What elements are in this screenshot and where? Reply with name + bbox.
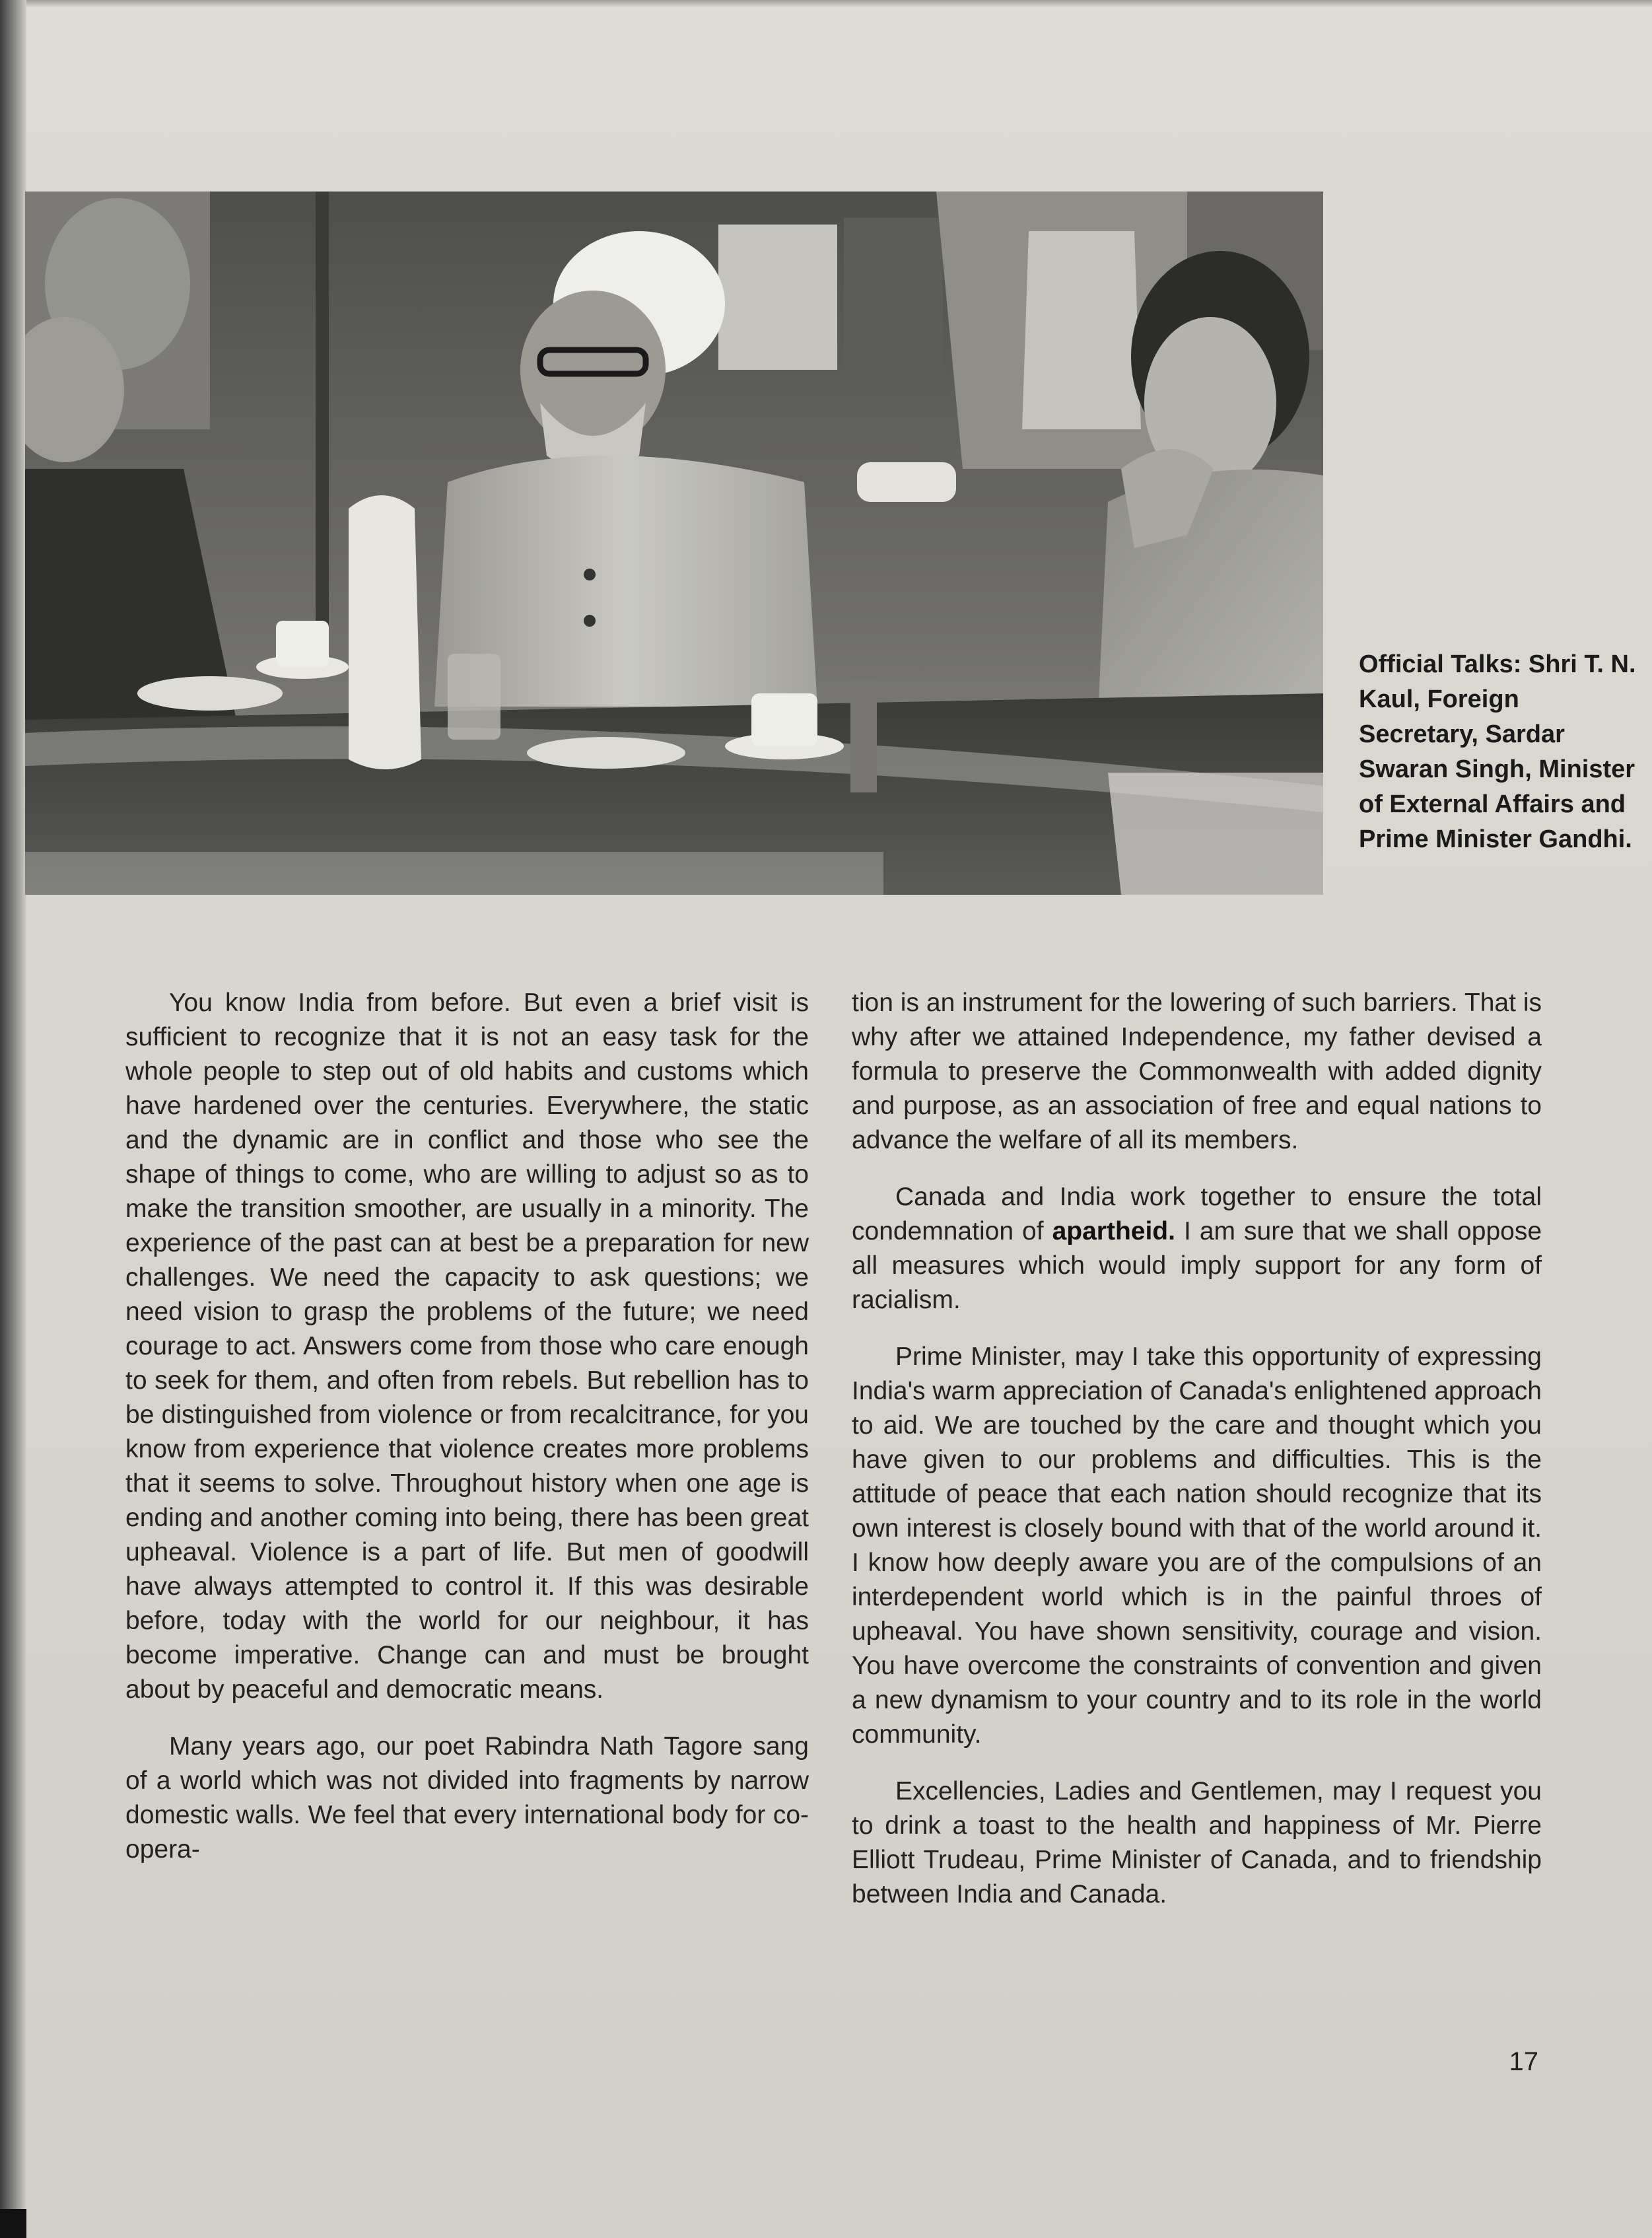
right-paragraph-3: Prime Minister, may I take this opportunity of expressing India's warm appreciation of Canada's enlightened approach to aid. We are touched by the care and thought which you have given to our problems and difficulties. This is the attitude of peace that each nation should recognize that its own interest is closely bound with that of the world around it. I know how deeply aware you are of the compulsions of an interdependent world which is in the painful throes of upheaval. You have shown sensitivity, courage and vision. You have overcome the constraints of convention and given a new dynamism to your country and to its role in the world community. <box>852 1343 1542 1749</box>
left-paragraph-1: You know India from before. But even a brief visit is sufficient to recognize that it is not an easy task for the whole people to step out of old habits and customs which have hardened over the centuries. Everywhere, the static and the dynamic are in conflict and those who see the shape of things to come, who are willing to adjust so as to make the transition smoother, are usually in a minority. The experience of the past can at best be a preparation for new challenges. We need the capacity to ask questions; we need vision to grasp the problems of the future; we need courage to act. Answers come from those who care enough to seek for them, and often from rebels. But rebellion has to be distinguished from violence or from recalcitrance, for you know from experience that violence creates more problems that it seems to solve. Throughout history when one age is ending and another coming into being, there has been great upheaval. Violence is a part of life. But men of goodwill have always attempted to control it. If this was desirable before, today with the world for our neighbour, it has become imperative. Change can and must be brought about by peaceful and democratic means. <box>125 989 809 1704</box>
binding-corner <box>0 2209 26 2238</box>
left-column <box>125 986 809 1889</box>
apartheid-text-before: Canada and India work together to ensure the total condemnation of <box>852 1183 1542 1245</box>
apartheid-bold: apartheid. <box>1052 1217 1175 1245</box>
right-paragraph-1: tion is an instrument for the lowering of such barriers. That is why after we attained Independence, my father devised a formula to preserve the Commonwealth with added dignity and purpose, as an association of free and equal nations to advance the welfare of all its members. <box>852 989 1542 1154</box>
right-paragraph-2 <box>852 1180 1542 1317</box>
right-column <box>852 986 1542 1934</box>
apartheid-text-after: I am sure that we shall oppose all measures which would imply support for any form of racialism. <box>852 1217 1542 1314</box>
photo-caption: Official Talks: Shri T. N. Kaul, Foreign Secretary, Sardar Swaran Singh, Minister of External Affairs and Prime Minister Gandhi. <box>1359 650 1636 853</box>
left-paragraph-2: Many years ago, our poet Rabindra Nath Tagore sang of a world which was not divided into fragments by narrow domestic walls. We feel that every international body for co-opera- <box>125 1732 809 1864</box>
binding-edge <box>0 0 26 2238</box>
page-number: 17 <box>1509 2047 1538 2076</box>
right-paragraph-4: Excellencies, Ladies and Gentlemen, may I request you to drink a toast to the health and happiness of Mr. Pierre Elliott Trudeau, Prime Minister of Canada, and to friendship between India and Canada. <box>852 1777 1542 1908</box>
top-page-edge <box>26 0 1652 7</box>
official-talks-photo <box>25 192 1323 895</box>
